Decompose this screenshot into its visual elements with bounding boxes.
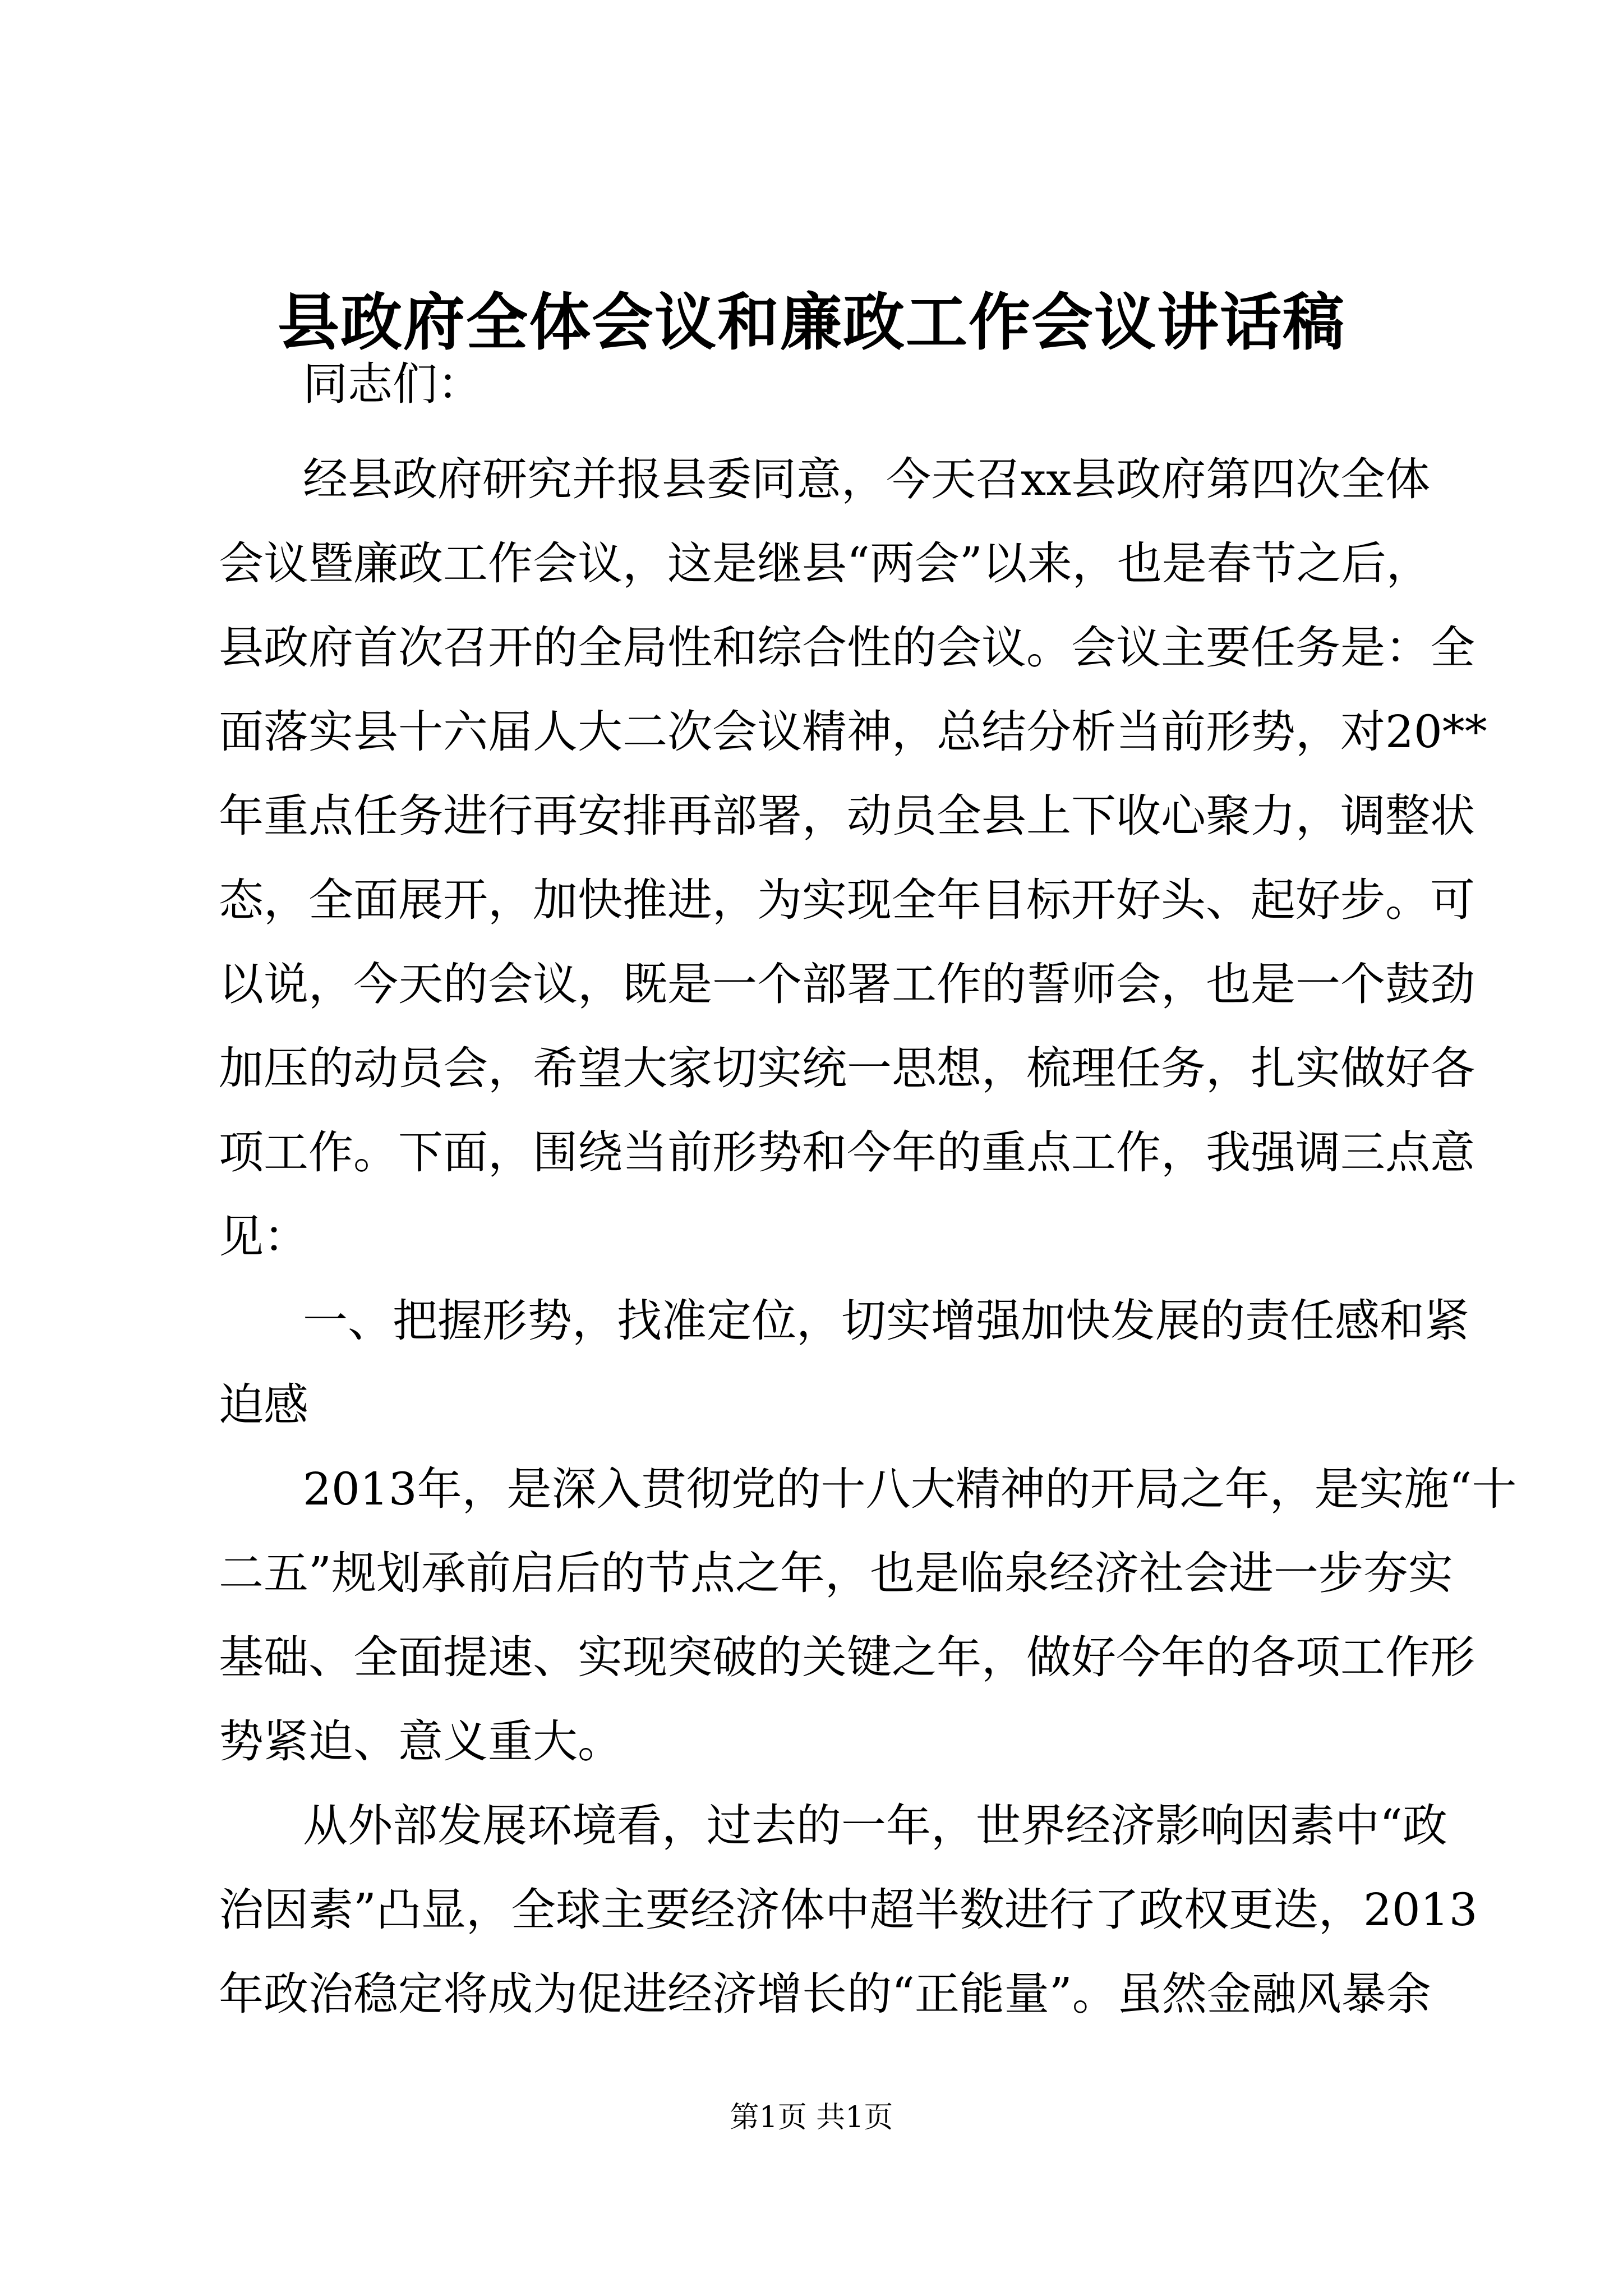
section-heading-line: 迫感 bbox=[219, 1379, 308, 1431]
page-footer: 第1页 共1页 bbox=[730, 2101, 893, 2134]
paragraph-line: 从外部发展环境看，过去的一年，世界经济影响因素中“政 bbox=[303, 1800, 1447, 1852]
paragraph-line: 经县政府研究并报县委同意，今天召xx县政府第四次全体 bbox=[303, 453, 1431, 505]
paragraph-line: 以说，今天的会议，既是一个部署工作的誓师会，也是一个鼓劲 bbox=[219, 958, 1475, 1010]
paragraph-line: 县政府首次召开的全局性和综合性的会议。会议主要任务是：全 bbox=[219, 622, 1475, 674]
paragraph-line: 2013年，是深入贯彻党的十八大精神的开局之年，是实施“十 bbox=[303, 1463, 1517, 1515]
paragraph-line: 基础、全面提速、实现突破的关键之年，做好今年的各项工作形 bbox=[219, 1631, 1475, 1683]
paragraph-line: 会议暨廉政工作会议，这是继县“两会”以来，也是春节之后， bbox=[219, 537, 1431, 590]
salutation: 同志们： bbox=[303, 358, 482, 410]
paragraph-line: 治因素”凸显，全球主要经济体中超半数进行了政权更迭，2013 bbox=[219, 1884, 1478, 1936]
document-title: 县政府全体会议和廉政工作会议讲话稿 bbox=[278, 286, 1345, 358]
paragraph-line: 势紧迫、意义重大。 bbox=[219, 1715, 623, 1768]
paragraph-line: 态，全面展开，加快推进，为实现全年目标开好头、起好步。可 bbox=[219, 874, 1475, 926]
paragraph-line: 见： bbox=[219, 1211, 308, 1263]
section-heading-line: 一、把握形势，找准定位，切实增强加快发展的责任感和紧 bbox=[303, 1295, 1469, 1347]
paragraph-line: 面落实县十六届人大二次会议精神，总结分析当前形势，对20** bbox=[219, 706, 1487, 758]
paragraph-line: 二五”规划承前启后的节点之年，也是临泉经济社会进一步夯实 bbox=[219, 1547, 1453, 1599]
paragraph-line: 项工作。下面，围绕当前形势和今年的重点工作，我强调三点意 bbox=[219, 1126, 1475, 1179]
paragraph-line: 年政治稳定将成为促进经济增长的“正能量”。虽然金融风暴余 bbox=[219, 1968, 1431, 2020]
paragraph-line: 加压的动员会，希望大家切实统一思想，梳理任务，扎实做好各 bbox=[219, 1042, 1475, 1094]
paragraph-line: 年重点任务进行再安排再部署，动员全县上下收心聚力，调整状 bbox=[219, 790, 1475, 842]
